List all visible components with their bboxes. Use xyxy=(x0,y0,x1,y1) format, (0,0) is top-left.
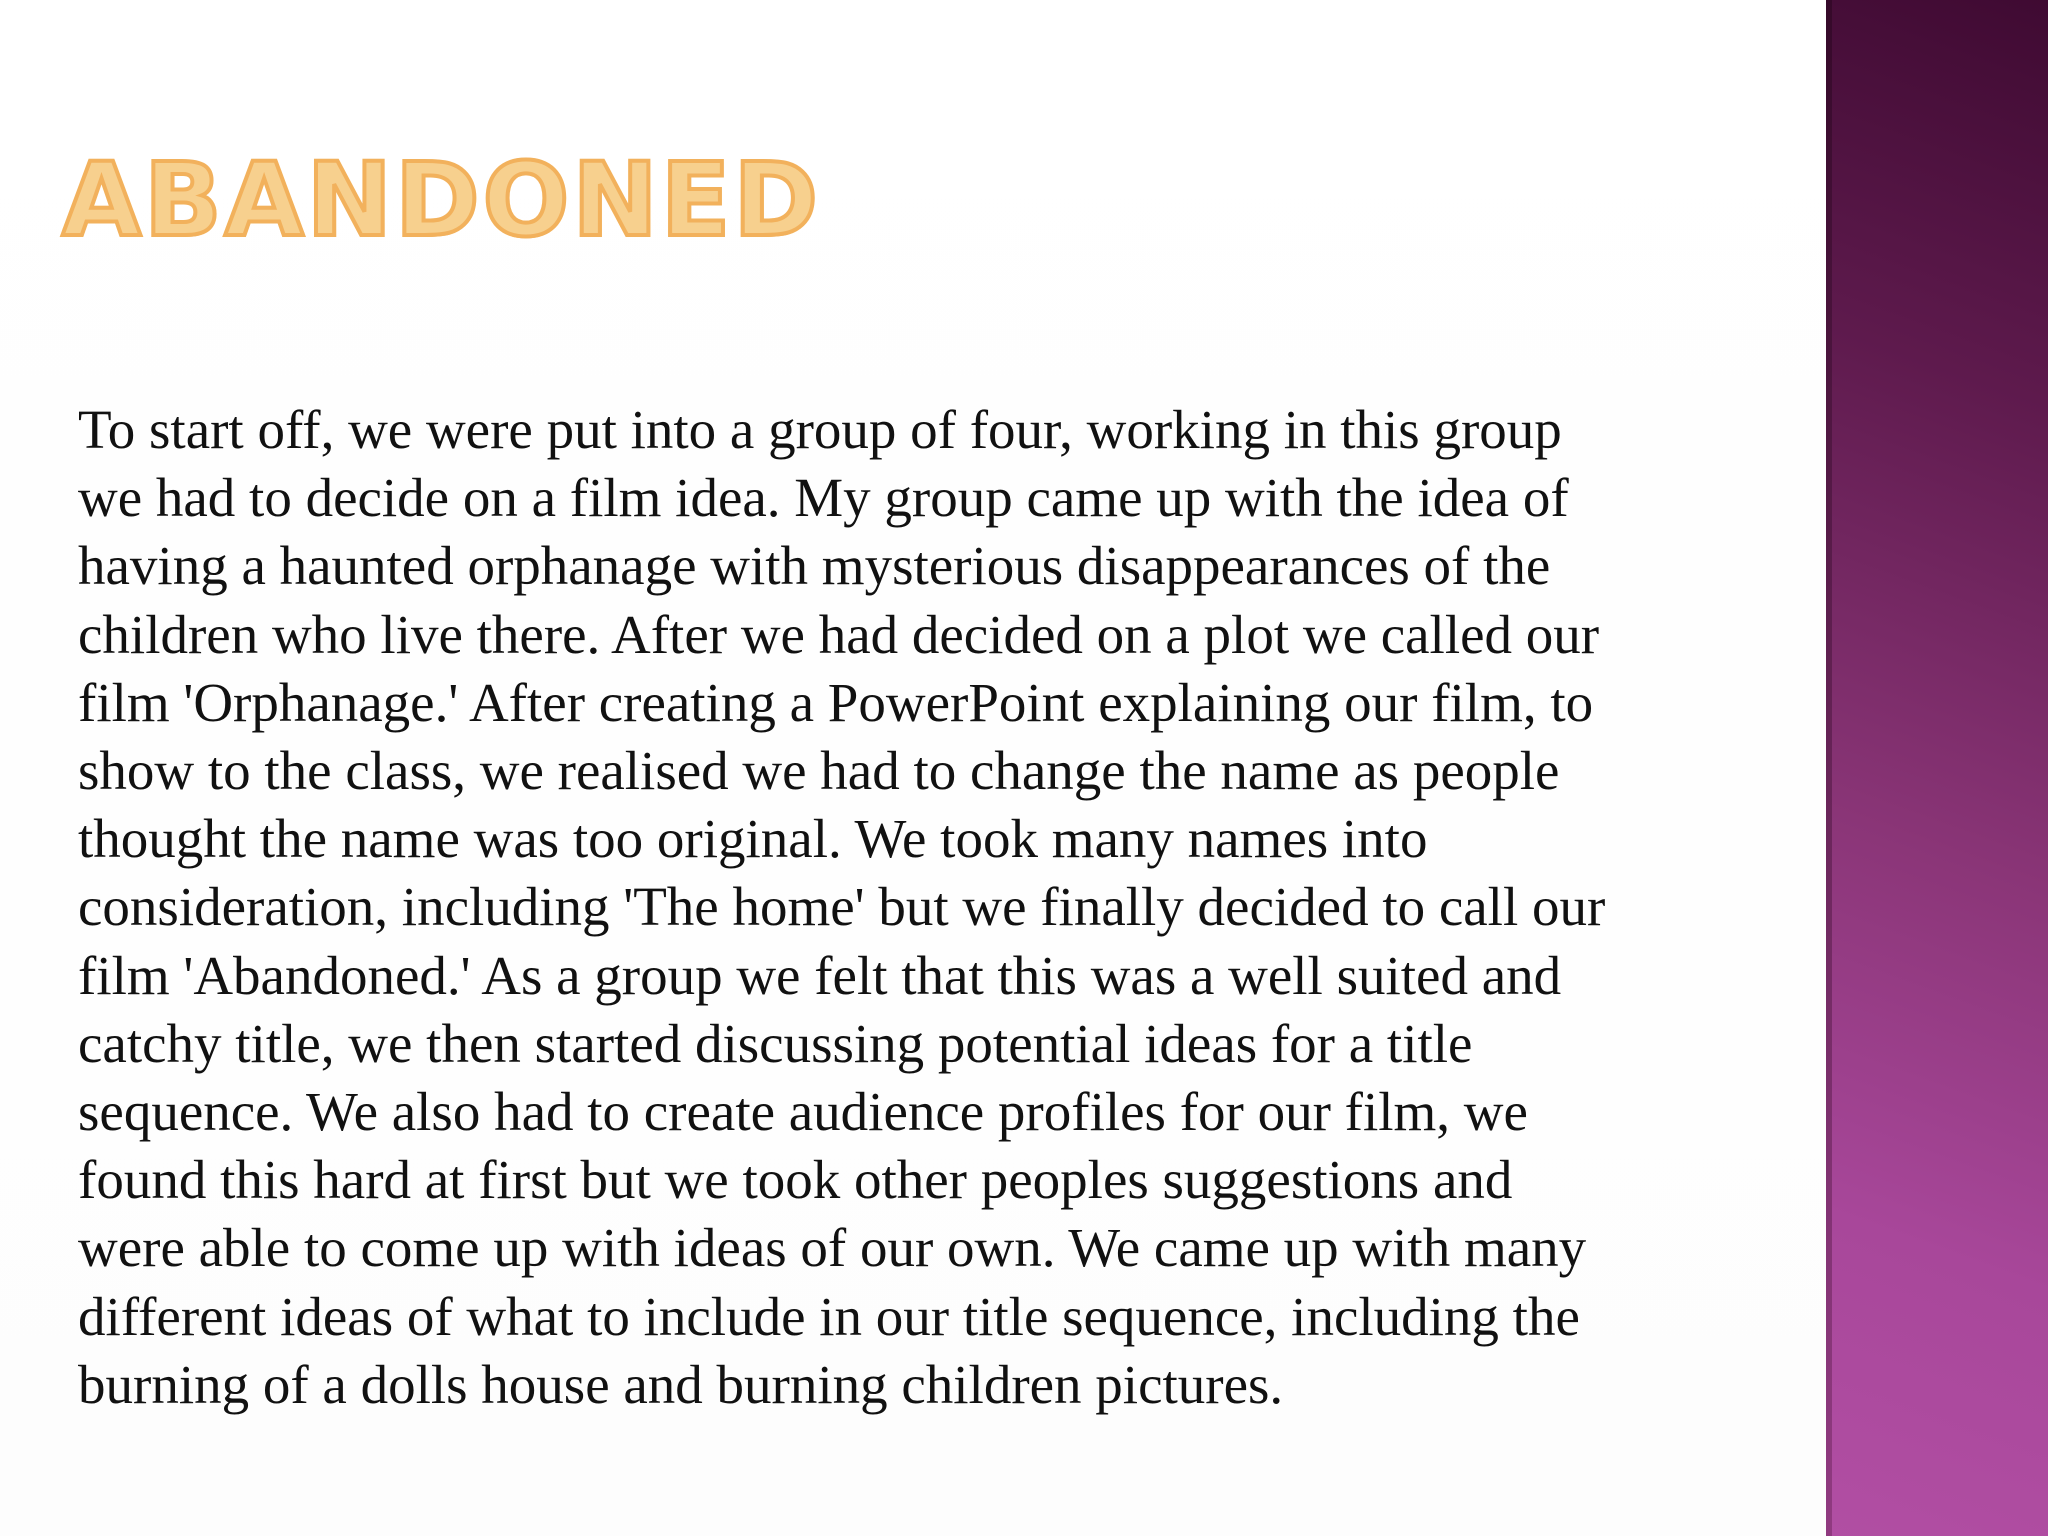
decorative-purple-band xyxy=(1826,0,2048,1536)
slide-title: ABANDONED xyxy=(62,141,822,260)
slide-body-text: To start off, we were put into a group of four, working in this group we had to decide on a film idea. My group came up with the idea of having a haunted orphanage with mysterious disappearances of the children who live there. After we had decided on a plot we called our film 'Orphanage.' After creating a PowerPoint explaining our film, to show to the class, we realised we had to change the name as people thought the name was too original. We took many names into consideration, including 'The home' but we finally decided to call our film 'Abandoned.' As a group we felt that this was a well suited and catchy title, we then started discussing potential ideas for a title sequence. We also had to create audience profiles for our film, we found this hard at first but we took other peoples suggestions and were able to come up with ideas of our own. We came up with many different ideas of what to include in our title sequence, including the burning of a dolls house and burning children pictures. xyxy=(78,399,1606,1415)
